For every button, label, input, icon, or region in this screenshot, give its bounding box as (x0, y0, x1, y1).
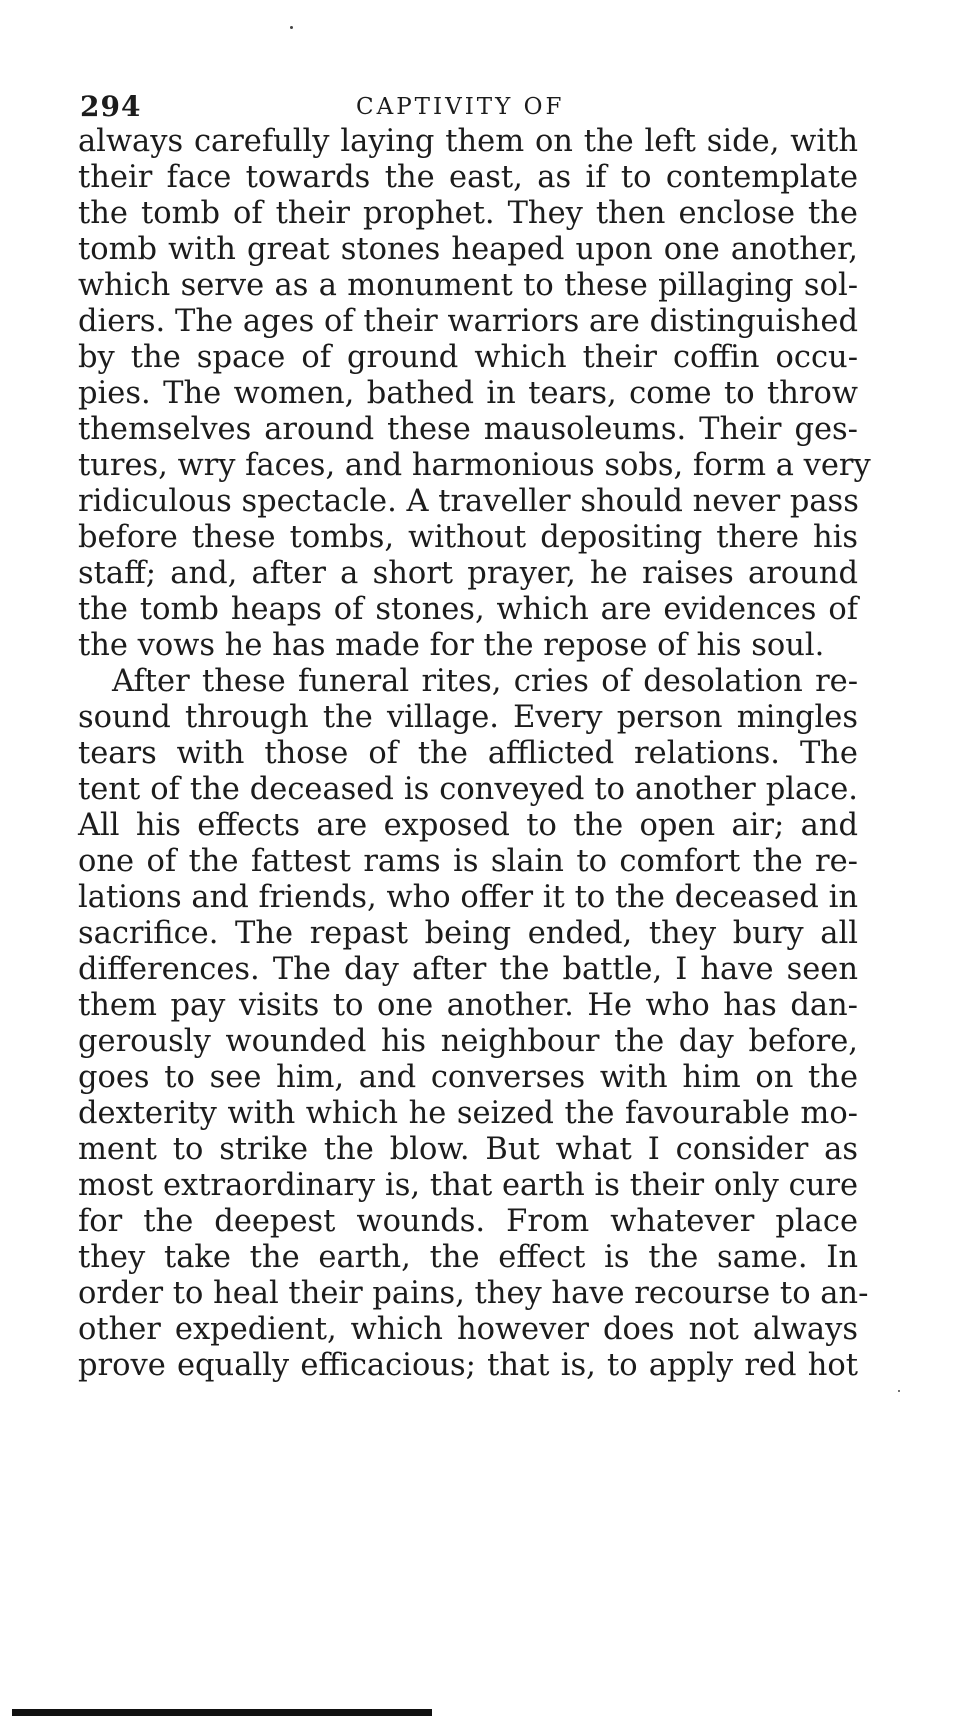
text-line: other expedient, which however does not always (78, 1312, 858, 1347)
running-head: CAPTIVITY OF (356, 94, 565, 120)
text-line: the tomb of their prophet. They then enclose the (78, 196, 858, 231)
text-line: staff; and, after a short prayer, he raises around (78, 556, 858, 591)
text-line: which serve as a monument to these pillaging sol- (78, 268, 858, 303)
text-line: ment to strike the blow. But what I consider as (78, 1132, 858, 1167)
bottom-rule (12, 1709, 432, 1716)
text-line: tears with those of the afflicted relations. The (78, 736, 858, 771)
text-line: them pay visits to one another. He who has dan- (78, 988, 858, 1023)
text-line: gerously wounded his neighbour the day before, (78, 1024, 858, 1059)
text-line: All his effects are exposed to the open air; and (78, 808, 858, 843)
text-line: pies. The women, bathed in tears, come to throw (78, 376, 858, 411)
ink-speck (290, 26, 293, 29)
text-line: most extraordinary is, that earth is their only cure (78, 1168, 858, 1203)
text-line: always carefully laying them on the left side, with (78, 124, 858, 159)
text-line: by the space of ground which their coffin occu- (78, 340, 858, 375)
text-line: differences. The day after the battle, I have seen (78, 952, 858, 987)
text-line: for the deepest wounds. From whatever place (78, 1204, 858, 1239)
text-line: they take the earth, the effect is the same. In (78, 1240, 858, 1275)
text-line: diers. The ages of their warriors are distinguished (78, 304, 858, 339)
text-line: themselves around these mausoleums. Their ges- (78, 412, 858, 447)
ink-speck (898, 1390, 900, 1392)
text-line: goes to see him, and converses with him on the (78, 1060, 858, 1095)
text-line: the tomb heaps of stones, which are evidences of (78, 592, 858, 627)
text-line: lations and friends, who offer it to the deceased in (78, 880, 858, 915)
text-line: tomb with great stones heaped upon one another, (78, 232, 858, 267)
paragraph-end-line: the vows he has made for the repose of his soul. (78, 628, 825, 663)
page-number: 294 (80, 90, 142, 123)
text-line: order to heal their pains, they have recourse to an- (78, 1276, 869, 1311)
text-line: one of the fattest rams is slain to comfort the re- (78, 844, 858, 879)
text-line: tures, wry faces, and harmonious sobs, form a very (78, 448, 871, 483)
text-line: prove equally efficacious; that is, to apply red hot (78, 1348, 858, 1383)
text-line: sacrifice. The repast being ended, they bury all (78, 916, 858, 951)
text-line: tent of the deceased is conveyed to another place. (78, 772, 858, 807)
text-line: sound through the village. Every person mingles (78, 700, 858, 735)
text-line: their face towards the east, as if to contemplate (78, 160, 858, 195)
text-line: before these tombs, without depositing there his (78, 520, 858, 555)
text-line: dexterity with which he seized the favourable mo- (78, 1096, 858, 1131)
paragraph-start-line: After these funeral rites, cries of desolation re- (112, 664, 858, 699)
text-line: ridiculous spectacle. A traveller should never pass (78, 484, 859, 519)
